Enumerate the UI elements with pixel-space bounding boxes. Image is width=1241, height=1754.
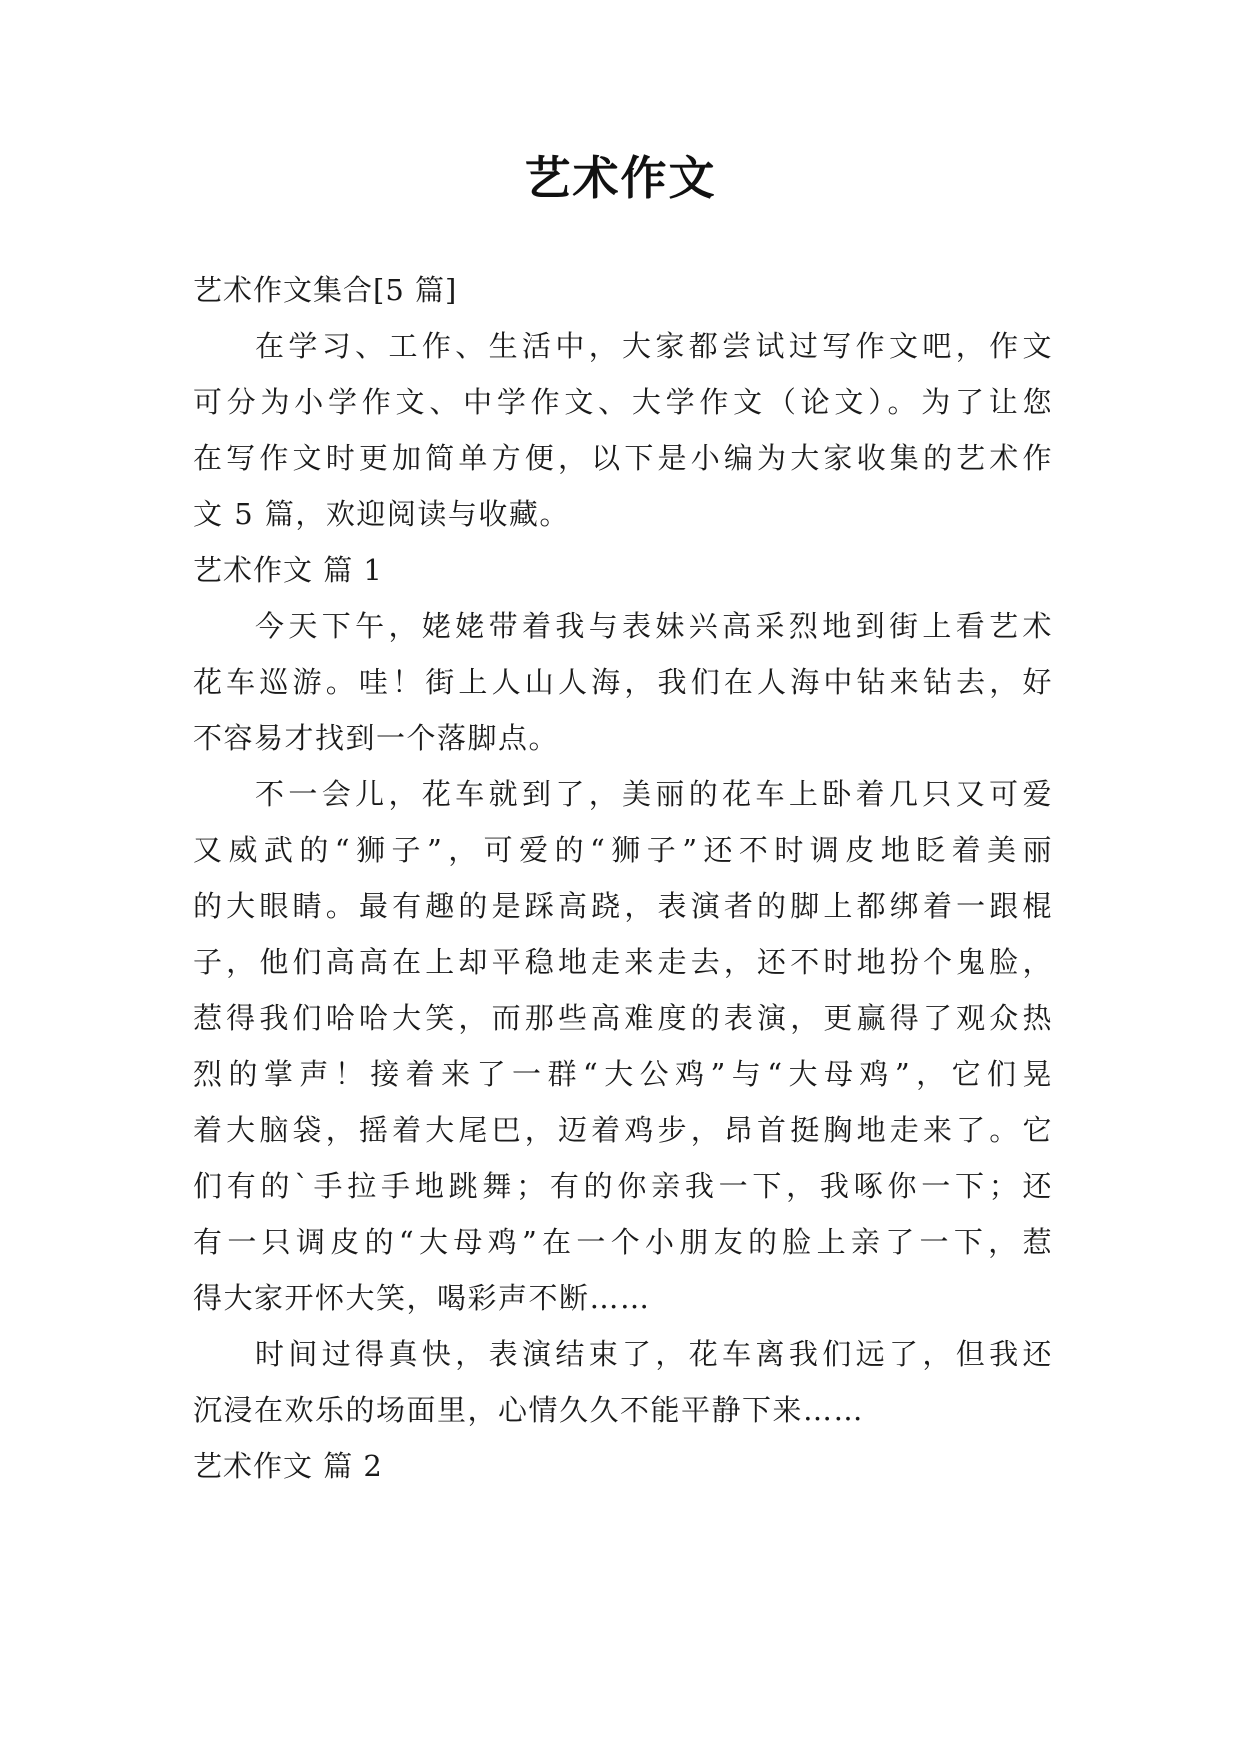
text-line: 在学习、工作、生活中，大家都尝试过写作文吧，作文: [255, 329, 1053, 363]
document-title: 艺术作文: [524, 151, 717, 205]
text-line: 不一会儿，花车就到了，美丽的花车上卧着几只又可爱: [255, 777, 1053, 811]
text-line: 得大家开怀大笑，喝彩声不断……: [193, 1281, 651, 1315]
text-line: 花车巡游。哇！街上人山人海，我们在人海中钻来钻去，好: [193, 665, 1053, 699]
document-body: [193, 262, 1053, 1494]
text-line: 不容易才找到一个落脚点。: [193, 721, 560, 755]
text-line: 子，他们高高在上却平稳地走来走去，还不时地扮个鬼脸，: [193, 945, 1053, 979]
section-heading-1: 艺术作文 篇 1: [193, 553, 383, 587]
text-line: 们有的`手拉手地跳舞；有的你亲我一下，我啄你一下；还: [193, 1169, 1053, 1203]
text-line: 的大眼睛。最有趣的是踩高跷，表演者的脚上都绑着一跟棍: [193, 889, 1053, 923]
text-line: 今天下午，姥姥带着我与表妹兴高采烈地到街上看艺术: [255, 609, 1053, 643]
text-line: 有一只调皮的“大母鸡”在一个小朋友的脸上亲了一下，惹: [193, 1225, 1053, 1259]
collection-heading: 艺术作文集合[5 篇]: [193, 273, 458, 307]
text-line: 文 5 篇，欢迎阅读与收藏。: [193, 497, 570, 531]
text-line: 可分为小学作文、中学作文、大学作文（论文）。为了让您: [193, 385, 1053, 419]
text-line: 惹得我们哈哈大笑，而那些高难度的表演，更赢得了观众热: [193, 1001, 1053, 1035]
text-line: 着大脑袋，摇着大尾巴，迈着鸡步，昂首挺胸地走来了。它: [193, 1113, 1053, 1147]
section-heading-2: 艺术作文 篇 2: [193, 1449, 383, 1483]
text-line: 沉浸在欢乐的场面里，心情久久不能平静下来……: [193, 1393, 865, 1427]
text-line: 又威武的“狮子”，可爱的“狮子”还不时调皮地眨着美丽: [193, 833, 1053, 867]
text-line: 在写作文时更加简单方便，以下是小编为大家收集的艺术作: [193, 441, 1053, 475]
text-line: 烈的掌声！接着来了一群“大公鸡”与“大母鸡”，它们晃: [193, 1057, 1053, 1091]
text-line: 时间过得真快，表演结束了，花车离我们远了，但我还: [255, 1337, 1053, 1371]
